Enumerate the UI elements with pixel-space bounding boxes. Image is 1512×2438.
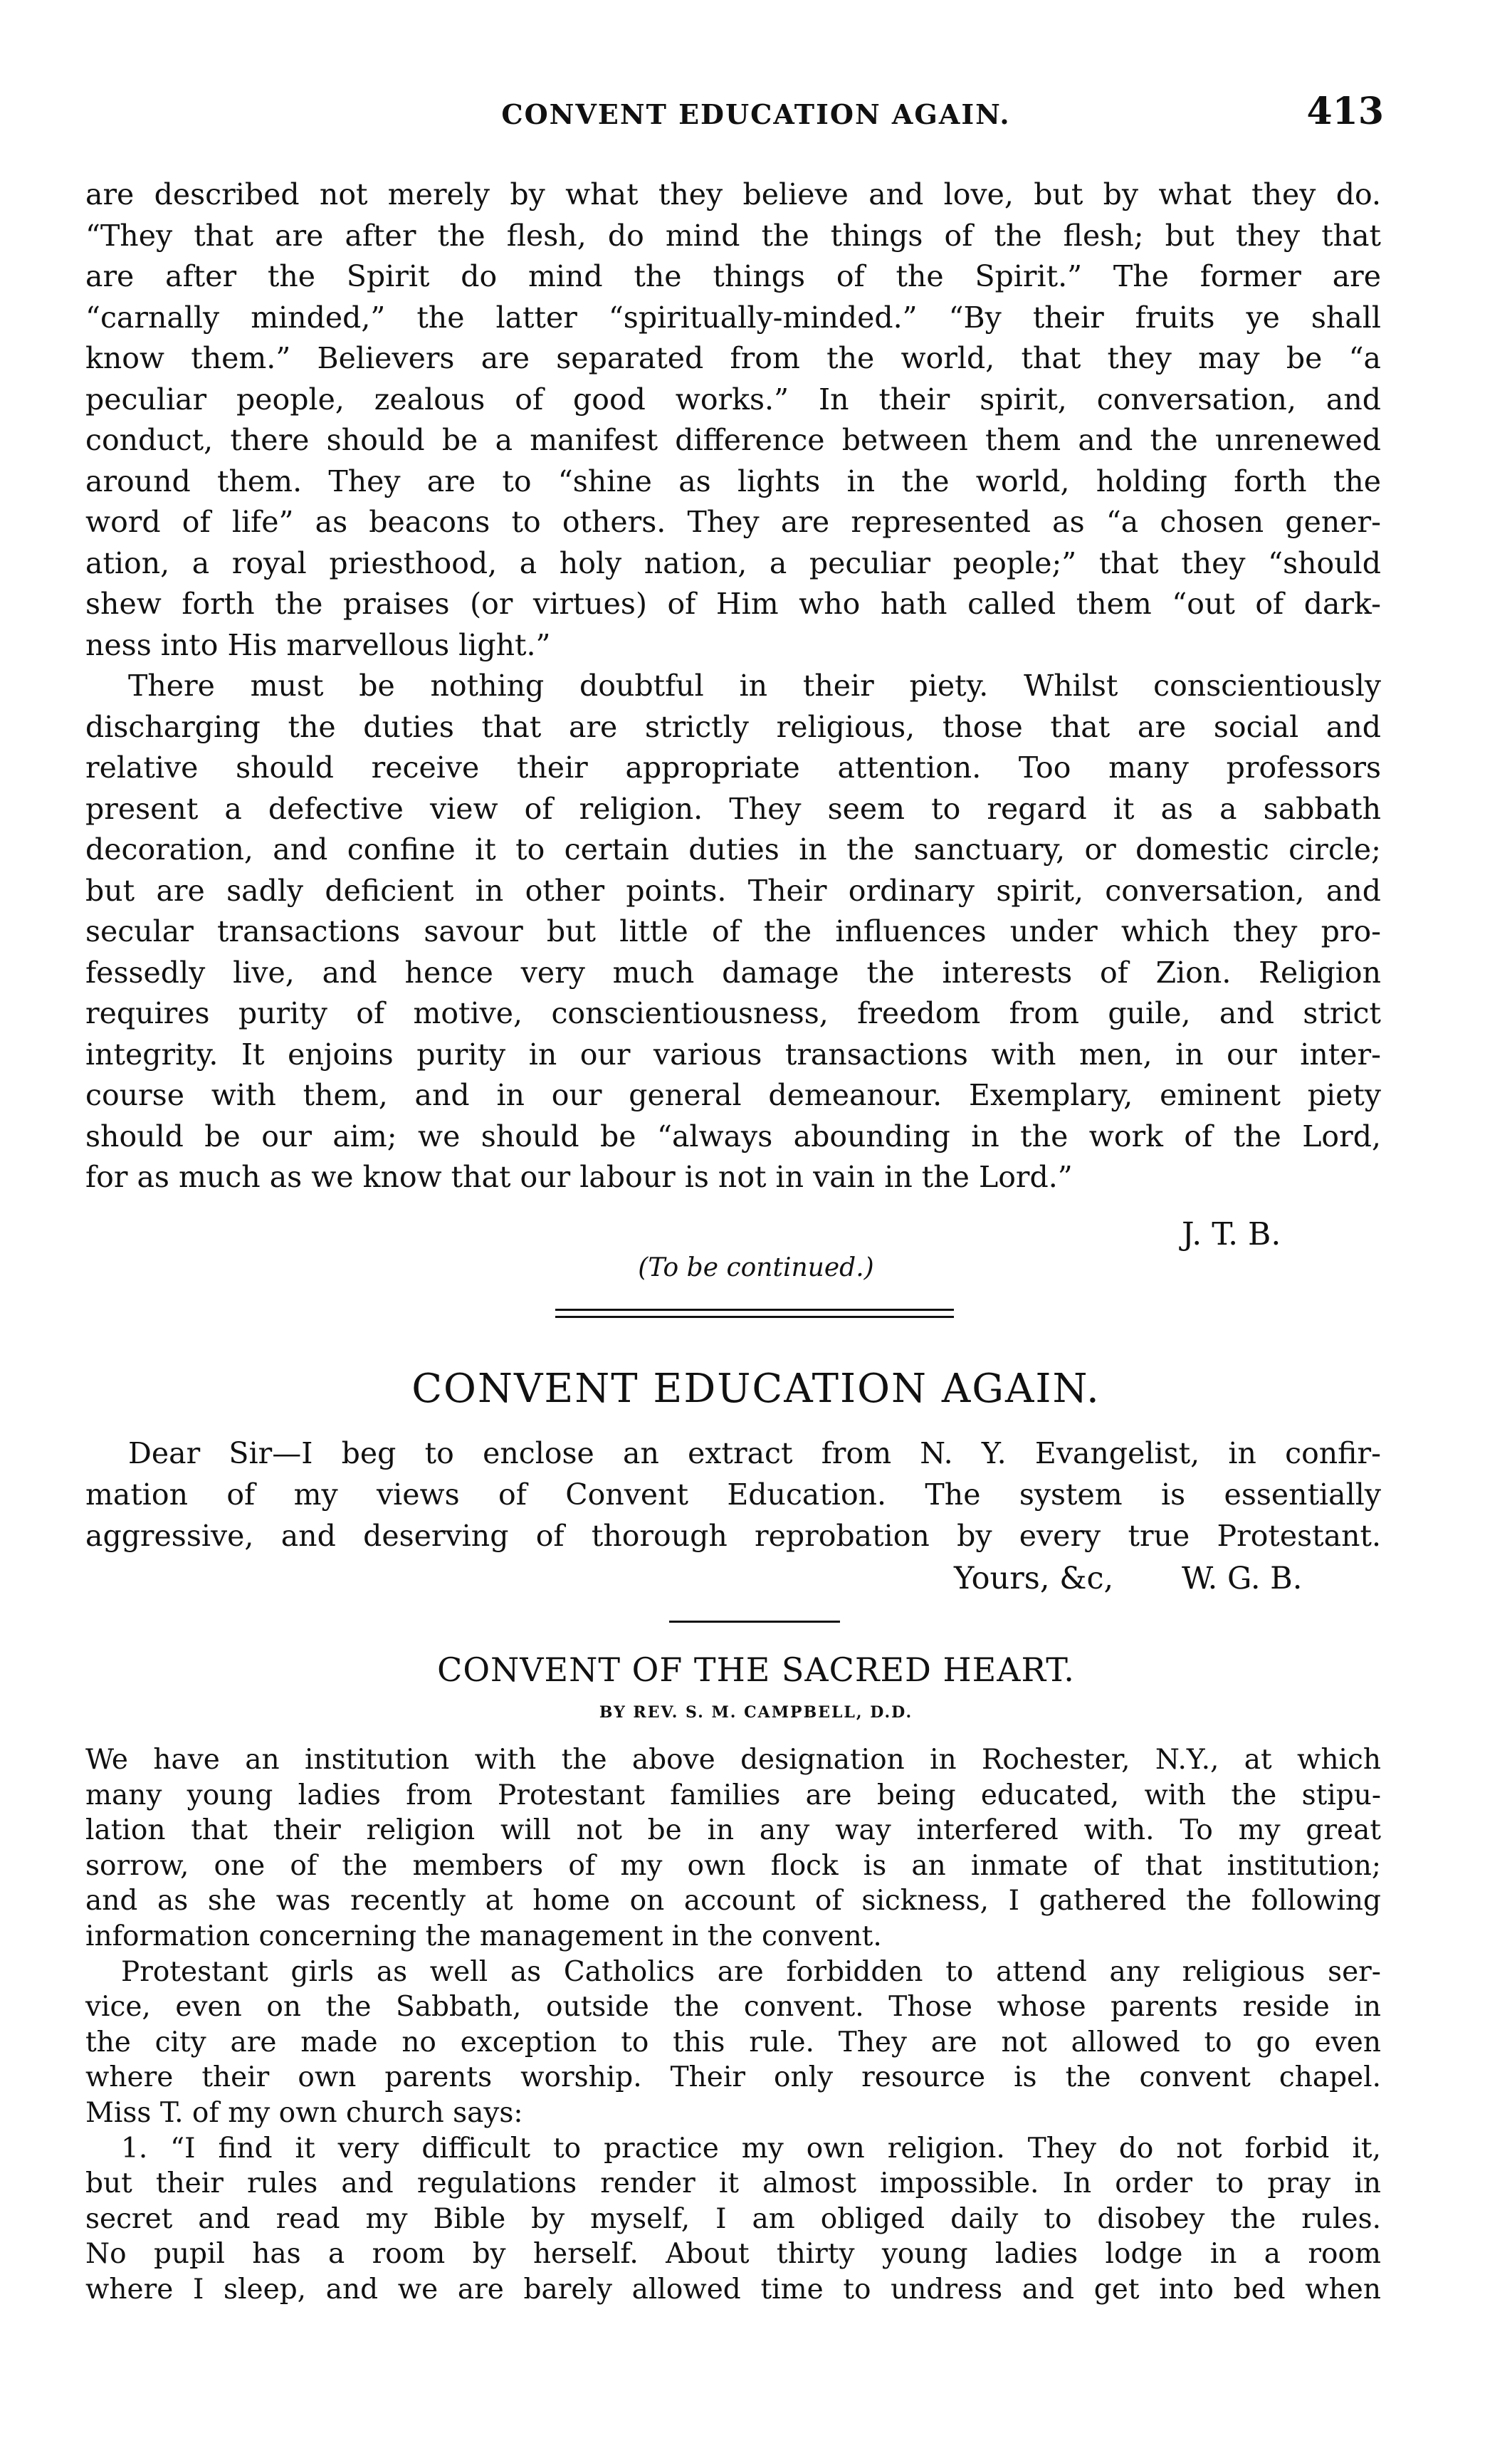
text-line: “They that are after the flesh, do mind the things of the flesh; but they that	[85, 218, 1381, 253]
text-line: course with them, and in our general demeanour. Exemplary, eminent piety	[85, 1078, 1381, 1112]
text-line: fessedly live, and hence very much damage the interests of Zion. Religion	[85, 955, 1381, 990]
signature: J. T. B.	[1182, 1216, 1281, 1252]
text-line: vice, even on the Sabbath, outside the convent. Those whose parents reside in	[85, 1991, 1381, 2024]
text-line: lation that their religion will not be in any way interfered with. To my great	[85, 1814, 1381, 1847]
divider-double-bottom	[555, 1316, 954, 1318]
text-line: where I sleep, and we are barely allowed time to undress and get into bed when	[85, 2274, 1381, 2306]
text-line: Miss T. of my own church says:	[85, 2097, 523, 2129]
text-line: aggressive, and deserving of thorough reprobation by every true Protestant.	[85, 1519, 1381, 1553]
text-line: sorrow, one of the members of my own flock is an inmate of that institution;	[85, 1849, 1381, 1882]
text-line: decoration, and confine it to certain duties in the sanctuary, or domestic circle;	[85, 832, 1381, 867]
text-line: requires purity of motive, conscientiousness, freedom from guile, and strict	[85, 996, 1381, 1030]
article-title: CONVENT EDUCATION AGAIN.	[411, 1366, 1101, 1412]
text-line: secular transactions savour but little of the influences under which they pro-	[85, 914, 1381, 948]
text-line: ation, a royal priesthood, a holy nation, a peculiar people;” that they “should	[85, 545, 1381, 580]
letter-closing: Yours, &c,	[954, 1561, 1114, 1596]
text-line: present a defective view of religion. They seem to regard it as a sabbath	[85, 791, 1381, 826]
text-line: “carnally minded,” the latter “spiritually-minded.” “By their fruits ye shall	[85, 300, 1381, 335]
text-line: the city are made no exception to this rule. They are not allowed to go even	[85, 2026, 1381, 2058]
continued-note: (To be continued.)	[638, 1253, 874, 1282]
text-line: There must be nothing doubtful in their piety. Whilst conscientiously	[128, 669, 1381, 703]
text-line: discharging the duties that are strictly religious, those that are social and	[85, 709, 1381, 744]
text-line: information concerning the management in the convent.	[85, 1920, 882, 1952]
letter-signature: W. G. B.	[1182, 1561, 1303, 1596]
text-line: many young ladies from Protestant families are being educated, with the stipu-	[85, 1779, 1381, 1811]
text-line: and as she was recently at home on account of sickness, I gathered the following	[85, 1885, 1381, 1918]
text-line: word of life” as beacons to others. They are represented as “a chosen gener-	[85, 505, 1381, 539]
text-line: for as much as we know that our labour is not in vain in the Lord.”	[85, 1160, 1073, 1194]
text-line: We have an institution with the above designation in Rochester, N.Y., at which	[85, 1744, 1381, 1776]
text-line: are described not merely by what they believe and love, but by what they do.	[85, 177, 1381, 211]
text-line: should be our aim; we should be “always abounding in the work of the Lord,	[85, 1119, 1381, 1153]
divider-double-top	[555, 1309, 954, 1311]
section-title: CONVENT OF THE SACRED HEART.	[437, 1650, 1075, 1689]
page-number: 413	[1306, 90, 1384, 133]
running-title: CONVENT EDUCATION AGAIN.	[501, 98, 1011, 130]
text-line: shew forth the praises (or virtues) of Him who hath called them “out of dark-	[85, 587, 1381, 621]
text-line: around them. They are to “shine as lights in the world, holding forth the	[85, 464, 1381, 498]
text-line: No pupil has a room by herself. About thirty young ladies lodge in a room	[85, 2238, 1381, 2271]
text-line: secret and read my Bible by myself, I am obliged daily to disobey the rules.	[85, 2202, 1381, 2235]
text-line: but their rules and regulations render it almost impossible. In order to pray in	[85, 2167, 1381, 2200]
text-line: mation of my views of Convent Education. The system is essentially	[85, 1477, 1381, 1512]
text-line: where their own parents worship. Their only resource is the convent chapel.	[85, 2061, 1381, 2094]
text-line: relative should receive their appropriate attention. Too many professors	[85, 750, 1381, 785]
text-line: know them.” Believers are separated from the world, that they may be “a	[85, 341, 1381, 375]
text-line: peculiar people, zealous of good works.” In their spirit, conversation, and	[85, 382, 1381, 417]
text-line: Protestant girls as well as Catholics are forbidden to attend any religious ser-	[121, 1955, 1381, 1988]
text-line: are after the Spirit do mind the things of the Spirit.” The former are	[85, 259, 1381, 293]
text-line: Dear Sir—I beg to enclose an extract from N. Y. Evangelist, in confir-	[128, 1436, 1381, 1470]
text-line: conduct, there should be a manifest difference between them and the unrenewed	[85, 423, 1381, 457]
text-line: integrity. It enjoins purity in our various transactions with men, in our inter-	[85, 1037, 1381, 1072]
text-line: 1. “I find it very difficult to practice my own religion. They do not forbid it,	[121, 2132, 1381, 2165]
text-line: but are sadly deficient in other points. Their ordinary spirit, conversation, and	[85, 873, 1381, 908]
text-line: ness into His marvellous light.”	[85, 627, 551, 662]
byline: BY REV. S. M. CAMPBELL, D.D.	[599, 1703, 913, 1722]
divider-short	[669, 1621, 840, 1623]
